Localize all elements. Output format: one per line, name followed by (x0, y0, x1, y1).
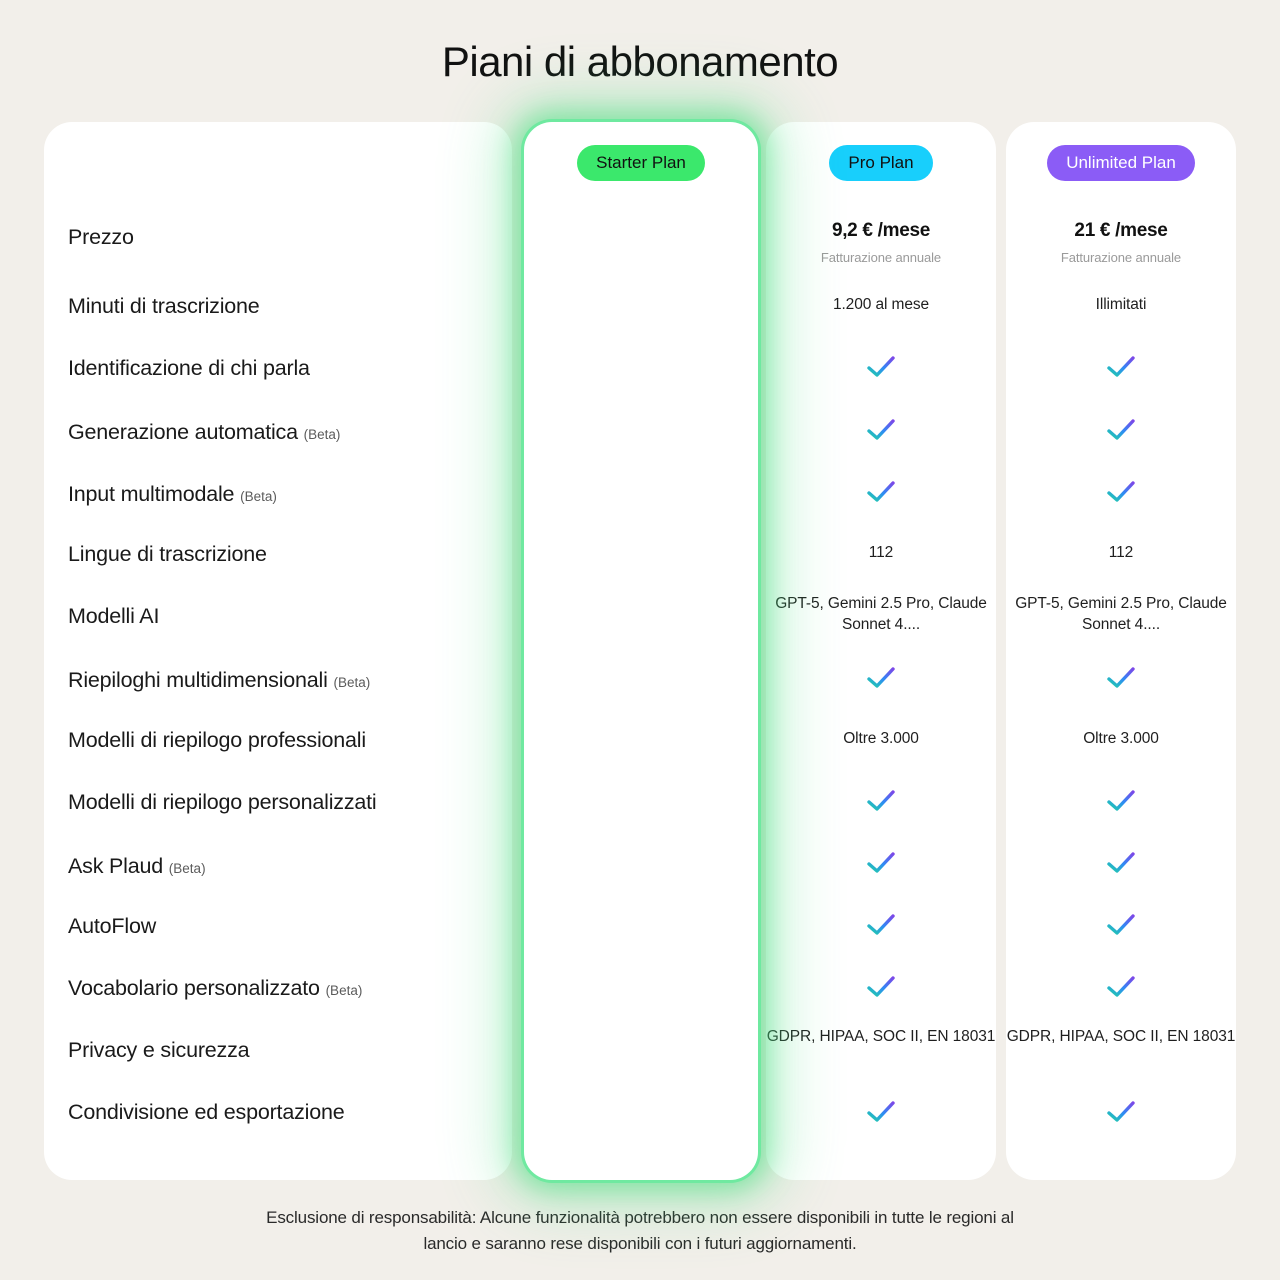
feature-label (68, 604, 498, 629)
check-icon (1106, 975, 1136, 999)
feature-cell-pro (766, 913, 996, 944)
feature-label-text: Modelli AI (68, 604, 160, 628)
feature-label (68, 976, 498, 1001)
feature-label-text: Lingue di trascrizione (68, 542, 267, 566)
price-value: 9,2 € /mese (831, 220, 931, 241)
check-icon (1106, 913, 1136, 937)
beta-tag: (Beta) (240, 489, 277, 504)
check-icon (1106, 789, 1136, 813)
feature-cell-pro: GPT-5, Gemini 2.5 Pro, Claude Sonnet 4.... (775, 595, 987, 633)
check-icon (1106, 480, 1136, 504)
disclaimer-line-2: lancio e saranno rese disponibili con i futuri aggiornamenti. (423, 1233, 857, 1253)
feature-label (68, 542, 498, 567)
feature-label-text: Generazione automatica (68, 420, 298, 444)
feature-cell-pro (766, 789, 996, 820)
disclaimer (0, 1205, 1280, 1256)
beta-tag: (Beta) (325, 983, 363, 998)
plan-card-starter[interactable] (524, 122, 758, 1180)
feature-cell-unlimited (1006, 418, 1236, 449)
feature-label-text: Input multimodale (68, 482, 235, 506)
check-icon (1106, 1100, 1136, 1124)
feature-cell-unlimited (1006, 480, 1236, 511)
check-icon (866, 913, 896, 937)
beta-tag: (Beta) (303, 427, 341, 442)
check-icon (866, 975, 896, 999)
feature-label (68, 728, 498, 753)
price-value: 21 € /mese (1074, 220, 1168, 241)
feature-cell-unlimited: Illimitati (1095, 296, 1147, 313)
feature-label-text: AutoFlow (68, 914, 157, 938)
feature-cell-unlimited (1006, 975, 1236, 1006)
feature-label (68, 668, 498, 693)
feature-cell-pro: 1.200 al mese (832, 296, 930, 313)
page-title: Piani di abbonamento (441, 38, 839, 85)
plan-badge-unlimited[interactable]: Unlimited Plan (1047, 145, 1195, 181)
feature-cell-unlimited: Oltre 3.000 (1083, 730, 1159, 747)
check-icon (1106, 851, 1136, 875)
plan-badge-pro[interactable]: Pro Plan (829, 145, 932, 181)
feature-label (68, 1038, 498, 1063)
feature-label (68, 482, 498, 507)
check-icon (1106, 666, 1136, 690)
feature-label-text: Vocabolario personalizzato (68, 976, 320, 1000)
feature-label-text: Modelli di riepilogo personalizzati (68, 790, 377, 814)
check-icon (866, 789, 896, 813)
plan-badge-wrap-starter (524, 145, 758, 181)
feature-cell-unlimited (1006, 789, 1236, 820)
feature-cell-pro (766, 851, 996, 882)
feature-cell-unlimited (1006, 666, 1236, 697)
check-icon (866, 851, 896, 875)
feature-cell-pro (766, 355, 996, 386)
feature-label (68, 420, 498, 445)
feature-cell-unlimited (1006, 218, 1236, 266)
feature-label (68, 294, 498, 319)
check-icon (866, 1100, 896, 1124)
plan-badge-starter[interactable]: Starter Plan (577, 145, 705, 181)
price-billing-note: Fatturazione annuale (1060, 249, 1182, 265)
feature-cell-pro (766, 975, 996, 1006)
feature-cell-unlimited (1006, 355, 1236, 386)
feature-cell-pro: Oltre 3.000 (843, 730, 919, 747)
feature-cell-unlimited: 112 (1108, 544, 1134, 561)
price-billing-note: Fatturazione annuale (820, 249, 942, 265)
feature-label-text: Modelli di riepilogo professionali (68, 728, 366, 752)
feature-cell-unlimited (1006, 851, 1236, 882)
feature-cell-pro (766, 480, 996, 511)
feature-label (68, 225, 498, 250)
feature-cell-unlimited: GDPR, HIPAA, SOC II, EN 18031 (1006, 1028, 1236, 1045)
feature-label-text: Ask Plaud (68, 854, 164, 878)
feature-label (68, 1100, 498, 1125)
feature-cell-unlimited: GPT-5, Gemini 2.5 Pro, Claude Sonnet 4.... (1015, 595, 1227, 633)
feature-cell-unlimited (1006, 1100, 1236, 1131)
feature-label (68, 790, 498, 815)
feature-label-text: Minuti di trascrizione (68, 294, 260, 318)
check-icon (866, 418, 896, 442)
check-icon (866, 666, 896, 690)
feature-cell-pro (766, 1100, 996, 1131)
check-icon (1106, 355, 1136, 379)
feature-label-text: Prezzo (68, 225, 134, 249)
feature-label-text: Riepiloghi multidimensionali (68, 668, 328, 692)
feature-cell-pro (766, 666, 996, 697)
feature-cell-pro (766, 218, 996, 266)
feature-label (68, 914, 498, 939)
feature-label-text: Condivisione ed esportazione (68, 1100, 345, 1124)
check-icon (866, 480, 896, 504)
feature-label-text: Privacy e sicurezza (68, 1038, 250, 1062)
check-icon (866, 355, 896, 379)
disclaimer-line-1: Esclusione di responsabilità: Alcune funzionalità potrebbero non essere disponibili in tutte le regioni al (266, 1208, 1014, 1227)
feature-cell-pro (766, 418, 996, 449)
beta-tag: (Beta) (168, 861, 206, 876)
check-icon (1106, 418, 1136, 442)
feature-label (68, 854, 498, 879)
beta-tag: (Beta) (333, 675, 371, 690)
feature-label-text: Identificazione di chi parla (68, 356, 310, 380)
feature-cell-unlimited (1006, 913, 1236, 944)
feature-cell-pro: GDPR, HIPAA, SOC II, EN 18031 (766, 1028, 996, 1045)
feature-label (68, 356, 498, 381)
feature-cell-pro: 112 (868, 544, 894, 561)
